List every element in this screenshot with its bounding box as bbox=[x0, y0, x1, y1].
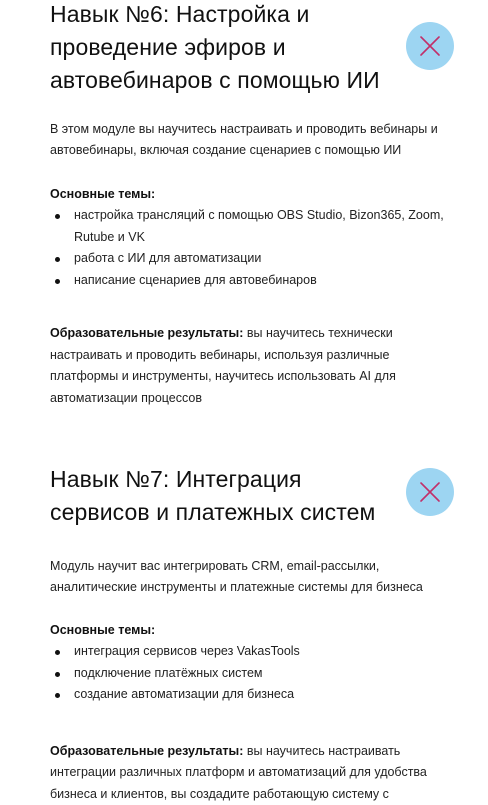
section-title: Навык №7: Интеграция сервисов и платежных систем bbox=[50, 463, 390, 529]
topic-text: настройка трансляций с помощью OBS Studio, Bizon365, Zoom, Rutube и VK bbox=[74, 208, 444, 244]
section-title: Навык №6: Настройка и проведение эфиров и автовебинаров с помощью ИИ bbox=[50, 0, 390, 97]
x-glyph bbox=[419, 35, 441, 57]
topic-item bbox=[50, 248, 460, 270]
topic-item bbox=[50, 641, 460, 663]
bullet-icon bbox=[55, 650, 60, 655]
skill-section-7 bbox=[50, 458, 460, 805]
topics-heading: Основные темы: bbox=[50, 620, 460, 641]
topic-text: подключение платёжных систем bbox=[74, 666, 263, 680]
bullet-icon bbox=[55, 279, 60, 284]
section-intro: Модуль научит вас интегрировать CRM, email-рассылки, аналитические инструменты и платежные системы для бизнеса bbox=[50, 556, 460, 598]
bullet-icon bbox=[55, 257, 60, 262]
learning-results bbox=[50, 323, 460, 409]
topics-heading: Основные темы: bbox=[50, 184, 460, 205]
learning-results bbox=[50, 741, 460, 805]
topic-text: интеграция сервисов через VakasTools bbox=[74, 644, 300, 658]
bullet-icon bbox=[55, 693, 60, 698]
bullet-icon bbox=[55, 672, 60, 677]
bullet-icon bbox=[55, 214, 60, 219]
topic-text: работа с ИИ для автоматизации bbox=[74, 251, 261, 265]
topic-text: написание сценариев для автовебинаров bbox=[74, 273, 317, 287]
topic-item bbox=[50, 205, 460, 248]
topics-list bbox=[50, 641, 460, 706]
close-x-icon bbox=[406, 22, 454, 70]
topic-item bbox=[50, 684, 460, 706]
skill-section-6 bbox=[50, 0, 460, 409]
section-intro: В этом модуле вы научитесь настраивать и проводить вебинары и автовебинары, включая создание сценариев с помощью ИИ bbox=[50, 119, 460, 161]
x-glyph bbox=[419, 481, 441, 503]
topic-text: создание автоматизации для бизнеса bbox=[74, 687, 294, 701]
results-text: вы научитесь настраивать интеграции различных платформ и автоматизаций для удобства бизнеса и клиентов, вы создадите работающую систему с bbox=[50, 744, 427, 801]
close-x-icon bbox=[406, 468, 454, 516]
results-label: Образовательные результаты: bbox=[50, 326, 243, 340]
topic-item bbox=[50, 270, 460, 292]
topic-item bbox=[50, 663, 460, 685]
results-label: Образовательные результаты: bbox=[50, 744, 243, 758]
results-text: вы научитесь технически настраивать и проводить вебинары, используя различные платформы и инструменты, научитесь использовать AI для автоматизации процессов bbox=[50, 326, 396, 405]
topics-list bbox=[50, 205, 460, 291]
